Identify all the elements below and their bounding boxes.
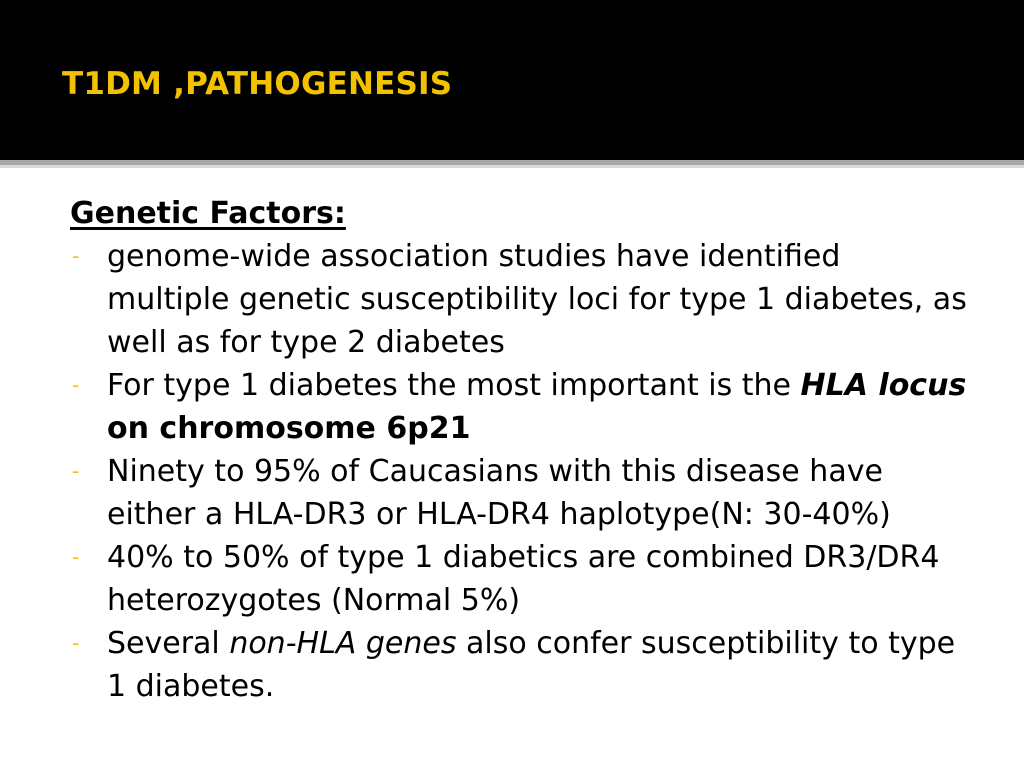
bullet-item xyxy=(70,450,970,536)
bullet-text-post: also confer susceptibility to type 1 diabetes. xyxy=(107,626,956,704)
bullet-dash-icon: - xyxy=(72,631,80,655)
header-divider-light xyxy=(0,165,1024,168)
bullet-text: genome-wide association studies have identified multiple genetic susceptibility loci for type 1 diabetes, as well as for type 2 diabetes xyxy=(107,239,967,360)
bullet-dash-icon: - xyxy=(72,545,80,569)
bullet-dash-icon: - xyxy=(72,244,80,268)
bullet-item xyxy=(70,536,970,622)
bullet-text-pre: For type 1 diabetes the most important is the xyxy=(107,368,801,403)
slide-title: T1DM ,PATHOGENESIS xyxy=(62,66,453,102)
bullet-text-post: on chromosome 6p21 xyxy=(107,411,471,446)
bullet-text: 40% to 50% of type 1 diabetics are combined DR3/DR4 heterozygotes (Normal 5%) xyxy=(107,540,940,618)
title-bar xyxy=(0,0,1024,160)
bullet-item xyxy=(70,235,970,364)
bullet-emphasis: non-HLA genes xyxy=(229,626,457,661)
bullet-text-pre: Several xyxy=(107,626,230,661)
bullet-emphasis: HLA locus xyxy=(800,368,967,403)
bullet-item xyxy=(70,364,970,450)
bullet-dash-icon: - xyxy=(72,373,80,397)
section-heading: Genetic Factors: xyxy=(70,196,346,231)
bullet-dash-icon: - xyxy=(72,459,80,483)
slide-body xyxy=(70,192,970,708)
bullet-item xyxy=(70,622,970,708)
bullet-text: Ninety to 95% of Caucasians with this disease have either a HLA-DR3 or HLA-DR4 haplotype(N: 30-40%) xyxy=(107,454,891,532)
